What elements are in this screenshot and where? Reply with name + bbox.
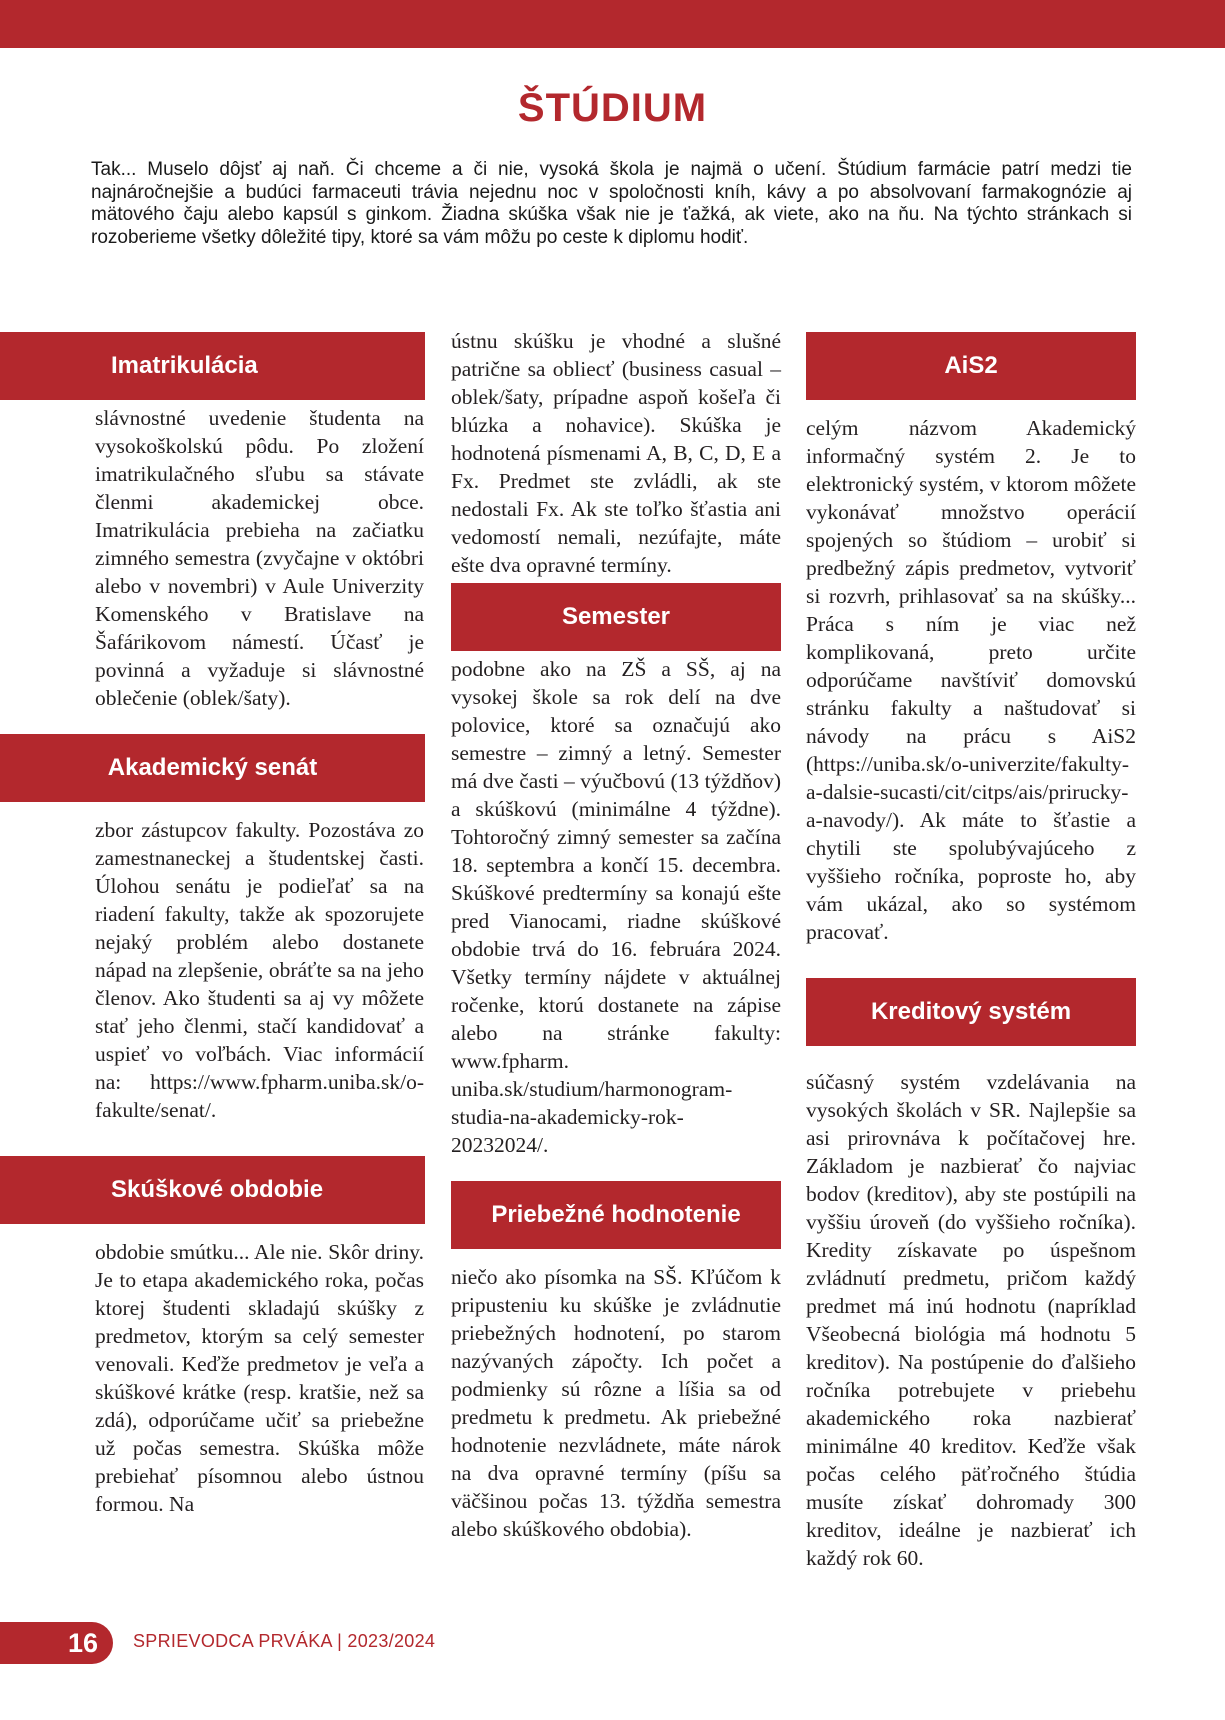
- page-title: ŠTÚDIUM: [517, 86, 708, 130]
- top-color-bar: [0, 0, 1225, 48]
- section-header-priebezne-hodnotenie: Priebežné hodnotenie: [451, 1181, 781, 1249]
- section-text-skuskove-obdobie-continued: ústnu skúšku je vhodné a slušné patrične sa obliecť (business casual – oblek/šaty, prípadne aspoň košeľa či blúzka a nohavice). Skúška je hodnotená písmenami A, B, C, D, E a Fx. Predmet ste zvládli, ak ste nedostali Fx. Ak ste toľko šťastia ani vedomostí nemali, nezúfajte, máte ešte dva opravné termíny.: [451, 329, 781, 577]
- publication-footer: SPRIEVODCA PRVÁKA | 2023/2024: [133, 1631, 436, 1651]
- section-header-akademicky-senat: Akademický senát: [0, 734, 425, 802]
- section-text-akademicky-senat: zbor zástupcov fakulty. Pozostáva zo zamestnaneckej a študentskej časti. Úlohou senátu je podieľať sa na riadení fakulty, takže ak spozorujete nejaký problém alebo dostanete nápad na zlepšenie, obráťte sa na jeho členov. Ako študenti sa aj vy môžete stať jeho členmi, stačí kandidovať a uspieť vo voľbách. Viac informácií na: https://www.fpharm.uniba.sk/o-fakulte/senat/.: [95, 818, 424, 1122]
- section-header-skuskove-obdobie: Skúškové obdobie: [0, 1156, 425, 1224]
- section-text-kreditovy-system: súčasný systém vzdelávania na vysokých školách v SR. Najlepšie sa asi prirovnáva k počítačovej hre. Základom je nazbierať čo najviac bodov (kreditov), aby ste postúpili na vyššiu úroveň (do vyššieho ročníka). Kredity získavate po úspešnom zvládnutí predmetu, pričom každý predmet má inú hodnotu (napríklad Všeobecná biológia má hodnotu 5 kreditov). Na postúpenie do ďalšieho ročníka potrebujete v priebehu akademického roka nazbierať minimálne 40 kreditov. Keďže však počas celého päťročného štúdia musíte získať dohromady 300 kreditov, ideálne je nazbierať ich každý rok 60.: [806, 1070, 1136, 1570]
- page-number-badge: 16: [0, 1622, 113, 1664]
- column-left: [0, 332, 428, 1518]
- section-text-imatrikulacia: slávnostné uvedenie študenta na vysokoškolskú pôdu. Po zložení imatrikulačného sľubu sa stávate členmi akademickej obce. Imatrikulácia prebieha na začiatku zimného semestra (zvyčajne v októbri alebo v novembri) v Aule Univerzity Komenského v Bratislave na Šafárikovom námestí. Účasť je povinná a vyžaduje si slávnostné oblečenie (oblek/šaty).: [95, 406, 424, 710]
- section-header-ais2: AiS2: [806, 332, 1136, 400]
- section-header-semester: Semester: [451, 583, 781, 651]
- section-text-skuskove-obdobie: obdobie smútku... Ale nie. Skôr driny. Je to etapa akademického roka, počas ktorej študenti skladajú skúšky z predmetov, ktorým sa celý semester venovali. Keďže predmetov je veľa a skúškové krátke (resp. kratšie, než sa zdá), odporúčame učiť sa priebežne už počas semestra. Skúška môže prebiehať písomnou alebo ústnou formou. Na: [95, 1240, 424, 1516]
- intro-paragraph: Tak... Muselo dôjsť aj naň. Či chceme a či nie, vysoká škola je najmä o učení. Štúdium farmácie patrí medzi tie najnáročnejšie a budúci farmaceuti trávia nejednu noc v spoločnosti kníh, kávy a po absolvovaní farmakognózie aj mätového čaju alebo kapsúl s ginkom. Žiadna skúška však nie je ťažká, ak viete, ako na ňu. Na týchto stránkach si rozoberieme všetky dôležité tipy, ktoré sa vám môžu po ceste k diplomu hodiť.: [91, 159, 1132, 248]
- column-middle: [451, 327, 781, 1543]
- section-header-imatrikulacia: Imatrikulácia: [0, 332, 425, 400]
- section-text-ais2: celým názvom Akademický informačný systém 2. Je to elektronický systém, v ktorom môžete vykonávať množstvo operácií spojených so štúdiom – urobiť si predbežný zápis predmetov, vytvoriť si rozvrh, prihlasovať sa na skúšky... Práca s ním je viac než komplikovaná, preto určite odporúčame navštíviť domovskú stránku fakulty a naštudovať si návody na prácu s AiS2 (https://uniba.sk/o-univerzite/fakulty-a-dalsie-sucasti/cit/citps/ais/prirucky-a-navody/). Ak máte to šťastie a chytili ste spolubývajúceho z vyššieho ročníka, poproste ho, aby vám ukázal, ako so systémom pracovať.: [806, 416, 1136, 944]
- section-header-kreditovy-system: Kreditový systém: [806, 978, 1136, 1046]
- section-text-priebezne-hodnotenie: niečo ako písomka na SŠ. Kľúčom k pripusteniu ku skúške je zvládnutie priebežných hodnotení, po starom nazývaných zápočty. Ich počet a podmienky sú rôzne a líšia sa od predmetu k predmetu. Ak priebežné hodnotenie nezvládnete, máte nárok na dva opravné termíny (píšu sa väčšinou počas 13. týždňa semestra alebo skúškového obdobia).: [451, 1265, 781, 1541]
- column-right: [806, 332, 1136, 1572]
- section-text-semester: podobne ako na ZŠ a SŠ, aj na vysokej škole sa rok delí na dve polovice, ktoré sa označujú ako semestre – zimný a letný. Semester má dve časti – výučbovú (13 týždňov) a skúškovú (minimálne 4 týždne). Tohtoročný zimný semester sa začína 18. septembra a končí 15. decembra. Skúškové predtermíny sa konajú ešte pred Vianocami, riadne skúškové obdobie trvá do 16. februára 2024. Všetky termíny nájdete v aktuálnej ročenke, ktorú dostanete na zápise alebo na stránke fakulty: www.fpharm. uniba.sk/studium/harmonogram-studia-na-akademicky-rok-20232024/.: [451, 657, 781, 1157]
